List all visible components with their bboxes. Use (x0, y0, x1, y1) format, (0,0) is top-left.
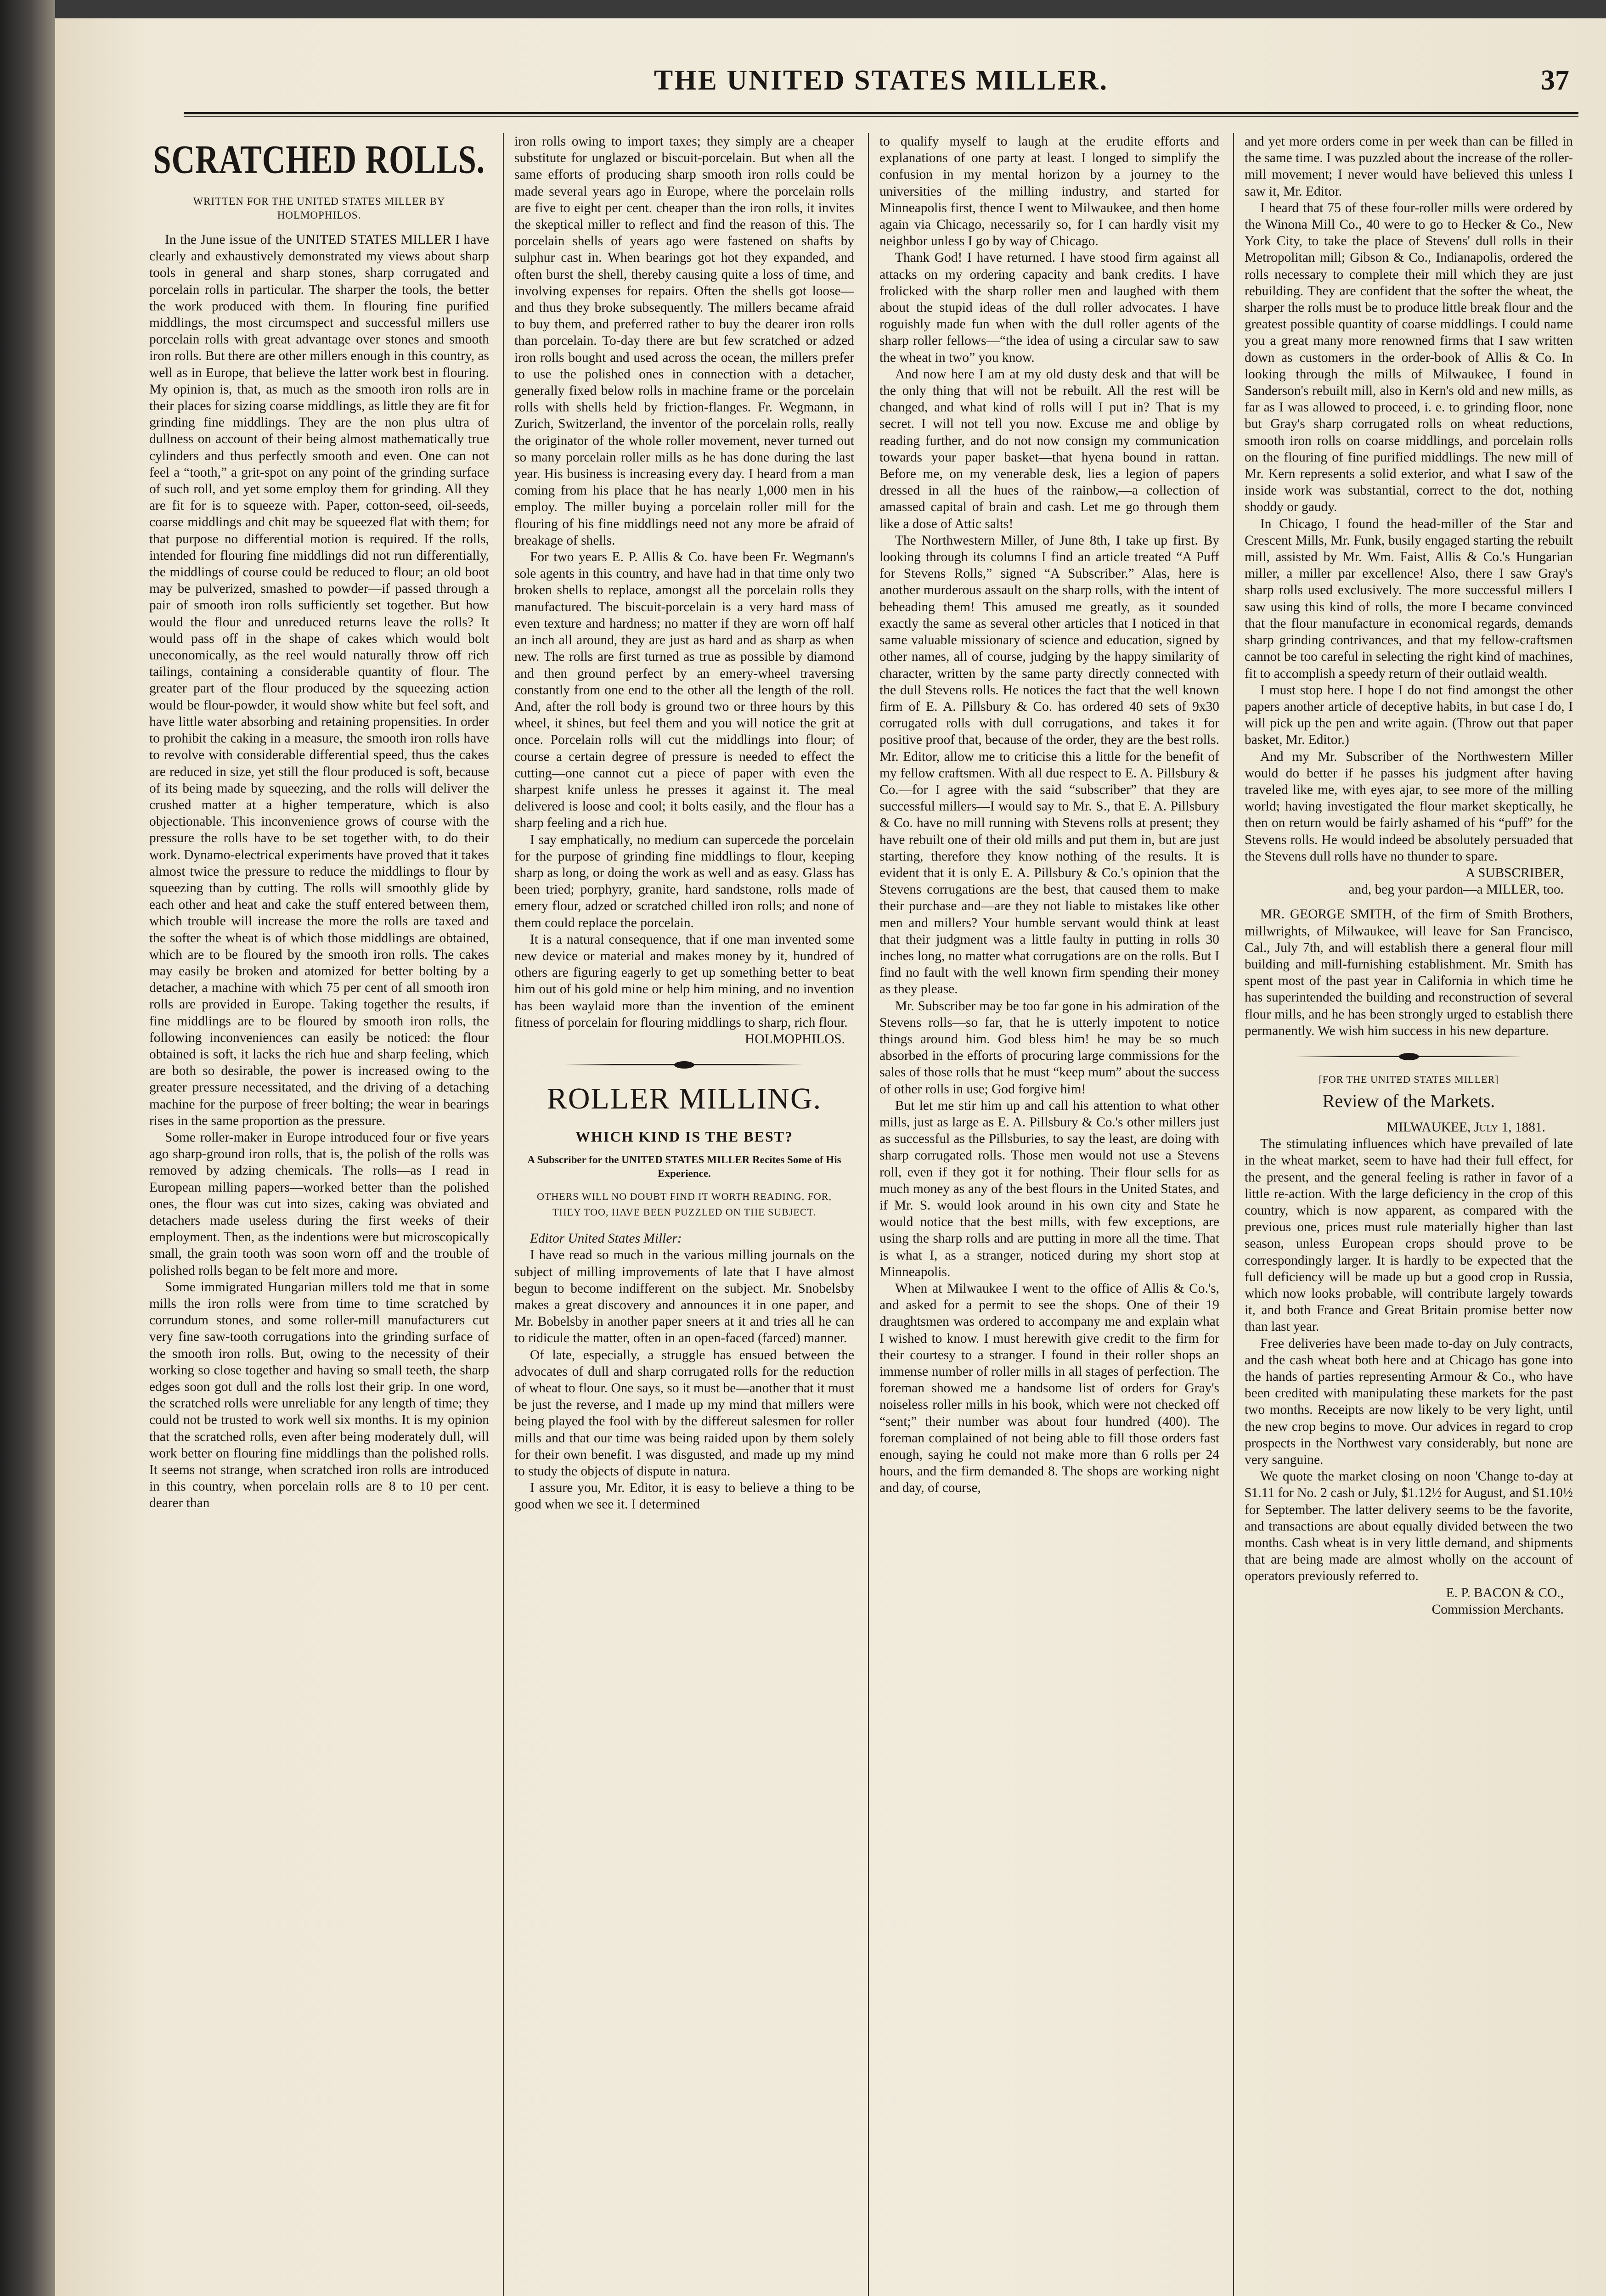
masthead-rule (184, 112, 1578, 117)
paragraph: I must stop here. I hope I do not find amongst the other papers another article of deceptive habits, in but case I do, I will pick up the pen and write again. (Throw out that paper basket, Mr. Editor.) (1245, 682, 1573, 748)
signature-bacon: E. P. BACON & CO., (1446, 1585, 1564, 1600)
newspaper-page (55, 18, 1606, 2296)
paragraph: And now here I am at my old dusty desk and that will be the only thing that will not be rebuilt. All the rest will be changed, and what kind of rolls will I put in? That is my secret. I will not tell you now. Excuse me and oblige by reading further, and do not now consign my communication towards your paper basket—that hyena bound in rattan. Before me, on my venerable desk, lies a legion of papers dressed in all the hues of the rainbow,—a collection of amassed capital of brain and cash. Let me go through them like a dose of Attic salts! (879, 366, 1219, 531)
paragraph: And my Mr. Subscriber of the Northwestern Miller would do better if he passes his judgment after having traveled like me, with eyes ajar, to see more of the milling world; having investigated the flour market skeptically, he then on return would be fairly ashamed of his “puff” for the Stevens rolls. He would indeed be absolutely persuaded that the Stevens dull rolls have no thunder to spare. (1245, 749, 1573, 864)
review-title: Review of the Markets. (1322, 1090, 1495, 1111)
column-3 (879, 133, 1219, 2296)
paragraph: I assure you, Mr. Editor, it is easy to believe a thing to be good when we see it. I determined (514, 1480, 854, 1512)
signature-subscriber: A SUBSCRIBER, (1465, 865, 1564, 880)
paragraph: Mr. Subscriber may be too far gone in his admiration of the Stevens rolls—so far, that he is utterly impotent to notice things around him. God bless him! he may be so much absorbed in the efforts of procuring large commissions for the sales of those rolls that he must “keep mum” about the success of other rolls in use; God forgive him! (879, 998, 1219, 1097)
paragraph: iron rolls owing to import taxes; they simply are a cheaper substitute for unglazed or biscuit-porcelain. But when all the same efforts of producing sharp smooth iron rolls could be made several years ago in Europe, where the porcelain rolls are five to eight per cent. cheaper than the iron rolls, it invites the skeptical miller to reflect and find the reason of this. The porcelain shells of years ago were fastened on shafts by sulphur cast in. When bearings got hot they expanded, and often burst the shell, thereby causing quite a loss of time, and involving expenses for repairs. Often the shells got loose—and thus they broke subsequently. The millers became afraid to buy them, and preferred rather to buy the dearer iron rolls than porcelain. To-day there are but few scratched or adzed iron rolls bought and used across the ocean, the millers prefer to use the polished ones in connection with a detacher, generally fixed below rolls in machine frame or the porcelain rolls with shells held by friction-flanges. Fr. Wegmann, in Zurich, Switzerland, the inventor of the porcelain rolls, really the originator of the whole roller movement, never turned out so many porcelain roller mills as he has done during the last year. His business is increasing every day. I heard from a man coming from his place that he has nearly 1,000 men in his employ. The miller buying a porcelain roller mill for the flouring of his fine middlings need not any more be afraid of breakage of shells. (514, 134, 854, 548)
paragraph: Free deliveries have been made to-day on July contracts, and the cash wheat both here and at Chicago has gone into the hands of parties representing Armour & Co., who have been credited with manipulating these markets for the past two months. Receipts are now likely to be very light, until the new crop begins to move. Our advices in regard to crop prospects in the Northwest vary considerably, but none are very sanguine. (1245, 1336, 1573, 1468)
column-rule (1233, 133, 1234, 2296)
paragraph: But let me stir him up and call his attention to what other mills, just as large as E. A. Pillsbury & Co.'s other millers just as successful as the Pillsburies, to say the least, are doing with sharp corrugated rolls. Those men would not use a Stevens roll, even if they got it for nothing. Their flour sells for as much money as any of the best flours in the United States, and if Mr. S. would look around in his own city and State he would notice that the best mills, with few exceptions, are using the sharp rolls and are putting in more all the time. That is what I, as a stranger, noticed during my short stop at Minneapolis. (879, 1098, 1219, 1279)
article-deck: A Subscriber for the UNITED STATES MILLER Recites Some of His Experience. (527, 1154, 841, 1180)
review-source: [FOR THE UNITED STATES MILLER] (1319, 1073, 1499, 1085)
paragraph: In Chicago, I found the head-miller of the Star and Crescent Mills, Mr. Funk, busily engaged starting the rebuilt mill, assisted by Mr. Wm. Faist, Allis & Co.'s Hungarian miller, a miller par excellence! Also, there I saw Gray's sharp rolls used exclusively. The more successful millers I saw using this kind of rolls, the more I became convinced that the flour manufacture in economical regards, demands sharp grinding contrivances, and that my fellow-craftsmen cannot be too careful in selecting the right kind of machines, fit to accomplish a speedy return of their outlaid wealth. (1245, 516, 1573, 681)
spacer (1245, 898, 1573, 906)
signature-holmophilos: HOLMOPHILOS. (745, 1031, 845, 1047)
signature-miller: and, beg your pardon—a MILLER, too. (1348, 882, 1564, 897)
paragraph: Some immigrated Hungarian millers told me that in some mills the iron rolls were from time to time scratched by corrundum stones, and some roller-mill manufacturers cut very fine saw-tooth corrugations into the grinding surface of the smooth iron rolls. But, owing to the necessity of their working so close together and having so small teeth, the sharp edges soon got dull and the rolls lost their grip. In one word, the scratched rolls were unreliable for any length of time; they could not be trusted to work well six months. It is my opinion that the scratched rolls, even after being moderately dull, will work better on flouring fine middlings than the polished rolls. It seems not strange, when scratched iron rolls are introduced in this country, when porcelain rolls are 8 to 10 per cent. dearer than (149, 1279, 489, 1511)
paragraph: In the June issue of the UNITED STATES MILLER I have clearly and exhaustively demonstrated my views about sharp tools in general and sharp stones, sharp corrugated and porcelain rolls in particular. The sharper the tools, the better the work produced with them. In flouring fine purified middlings, the most circumspect and successful millers use porcelain rolls with great advantage over stones and smooth iron rolls. But there are other millers enough in this country, as well as in Europe, that believe the latter work best in flouring. My opinion is, that, as much as the smooth iron rolls are in their places for sizing coarse middlings, as little they are fit for grinding fine middlings. They are the non plus ultra of dullness on account of their being almost mathematically true cylinders and thus perfectly smooth and even. One can not feel a “tooth,” a grit-spot on any point of the grinding surface of such roll, and yet some employ them for grinding. All they are fit for is to squeeze with. Paper, cotton-seed, oil-seeds, coarse middlings and chit may be squeezed flat with them; for that purpose no differential motion is required. If the rolls, intended for flouring fine middlings did not run differentially, the middlings of course could be reduced to flour; an old boot may be pulverized, smashed to powder—if passed through a pair of smooth iron rolls sufficiently set together. But how would the flour and unreduced returns leave the rolls? It would pass off in the shape of cakes which would bolt uneconomically, as the reel would naturally throw off rich tailings, containing a considerable quantity of flour. The greater part of the flour produced by the squeezing action would be flour-powder, it would show white but feel soft, and have little water absorbing and retaining propensities. In order to prohibit the caking in a measure, the smooth iron rolls have to revolve with considerable differential speed, thus the cakes are reduced in size, yet still the flour produced is soft, because of its being made by squeezing, and the rolls will deliver the crushed matter at a higher temperature, which is also objectionable. This inconvenience grows of course with the pressure the rolls have to be set together with, to do their work. Dynamo-electrical experiments have proved that it takes almost twice the pressure to reduce the middlings to flour by squeezing than by cutting. The rolls will smoothly glide by each other and heat and cake the stuff entered between them, which trouble will increase the more the rolls are taxed and the softer the wheat is of which those middlings are obtained, which are to be floured by the smooth iron rolls. The cakes may easily be broken and atomized for better bolting by a detacher, a machine with which 75 per cent of all smooth iron rolls are provided in Europe. Taking together the results, if fine middlings are to be floured by smooth iron rolls, the following inconveniences can easily be noticed: the flour obtained is soft, it lacks the rich hue and sharp feeling, which are both so desirable, the power is increased owing to the greater pressure necessitated, and the driving of a detaching machine for the purpose of freer bolting; the wear in bearings rises in the same proportion as the pressure. (149, 232, 489, 1128)
article-headline-roller-milling: ROLLER MILLING. (547, 1082, 822, 1116)
salutation: Editor United States Miller: (530, 1231, 682, 1246)
masthead-title: THE UNITED STATES MILLER. (654, 65, 1109, 96)
column-1 (149, 133, 489, 2296)
column-4 (1245, 133, 1573, 2296)
paragraph: Of late, especially, a struggle has ensued between the advocates of dull and sharp corrugated rolls for the reduction of wheat to flour. One says, so it must be—another that it must be just the reverse, and I made up my mind that millers were being played the fool with by the differeut salesmen for roller mills and that our time was being raided upon by them solely for their own benefit. I was disgusted, and made up my mind to study the objects of dispute in natura. (514, 1347, 854, 1479)
column-rule (503, 133, 504, 2296)
paragraph: For two years E. P. Allis & Co. have been Fr. Wegmann's sole agents in this country, and have had in that time only two broken shells to replace, amongst all the porcelain rolls they manufactured. The biscuit-porcelain is a very hard mass of even texture and hardness; no matter if they are worn off half an inch all around, they are just as hard and as sharp as when new. The rolls are first turned as true as possible by diamond and then ground perfect by an emery-wheel traversing constantly from one end to the other all the length of the roll. And, after the roll body is ground two or three hours by this wheel, it shines, but feel them and you will notice the grit at once. Porcelain rolls will cut the middlings into flour; of course a certain degree of pressure is needed to effect the cutting—one cannot cut a piece of paper with even the sharpest knife unless he presses it against it. The meal delivered is loose and cool; it bolts easily, and the flour has a sharp feeling and a rich hue. (514, 550, 854, 831)
paragraph: I say emphatically, no medium can supercede the porcelain for the purpose of grinding fine middlings to flour, keeping sharp as long, or doing the work as well and as easy. Glass has been tried; porphyry, granite, hard sandstone, rolls made of emery flour, adzed or scratched chilled iron rolls; and none of them could replace the porcelain. (514, 832, 854, 930)
columns (149, 133, 1573, 2296)
review-dateline: MILWAUKEE, July 1, 1881. (1386, 1120, 1545, 1135)
paragraph: The stimulating influences which have prevailed of late in the wheat market, seem to have had their full effect, for the present, and the general feeling is rather in favor of a little re-action. With the large deficiency in the crop of this country, which is now apparent, as compared with the previous one, prices must rule materially higher than last season, unless European crops should prove to be correspondingly larger. It is hardly to be expected that the full deficiency will be made up but a good crop in Russia, which now looks probable, will contribute largely towards it, and both France and Great Britain promise better now than last year. (1245, 1137, 1573, 1334)
article-deck-2: OTHERS WILL NO DOUBT FIND IT WORTH READING, FOR, THEY TOO, HAVE BEEN PUZZLED ON THE SUBJECT. (537, 1191, 832, 1218)
signature-merchants: Commission Merchants. (1431, 1602, 1564, 1617)
page-number: 37 (1541, 65, 1569, 96)
masthead (184, 64, 1578, 119)
paragraph: to qualify myself to laugh at the erudite efforts and explanations of one party at least. I longed to simplify the confusion in my mental horizon by a journey to the universities of the milling industry, and started for Minneapolis first, thence I went to Milwaukee, and then home again via Chicago, necessarily so, for I can hardly visit my neighbor unless I go by way of Chicago. (879, 134, 1219, 249)
book-binding-shadow (0, 0, 55, 2296)
column-rule (868, 133, 869, 2296)
paragraph: I heard that 75 of these four-roller mills were ordered by the Winona Mill Co., 40 were to go to Hecker & Co., New York City, to take the place of Stevens' dull rolls in their Metropolitan mill; Gibson & Co., Indianapolis, ordered the rolls necessary to complete their mill which they are just rebuilding. They are confident that the softer the wheat, the sharper the rolls must be to produce little break flour and the greatest possible quantity of coarse middlings. I could name you a great many more renowned firms that I saw written down as customers in the order-book of Allis & Co. In looking through the mills of Milwaukee, I found in Sanderson's rebuilt mill, also in Kern's old and new mills, as far as I was allowed to proceed, i. e. to grinding floor, none but Gray's sharp corrugated rolls on wheat reductions, smooth iron rolls on coarse middlings, and porcelain rolls on the flouring of fine purified middlings. The new mill of Mr. Kern represents a solid exterior, and what I saw of the inside work was substantial, correct to the dot, nothing shoddy or gaudy. (1245, 200, 1573, 515)
paragraph: We quote the market closing on noon 'Change to-day at $1.11 for No. 2 cash or July, $1.12½ for August, and $1.10½ for September. The latter delivery seems to be the favorite, and transactions are about equally divided between the two months. Cash wheat is in very little demand, and shipments that are being made are almost wholly on the account of operators previously referred to. (1245, 1469, 1573, 1584)
paragraph: It is a natural consequence, that if one man invented some new device or material and makes money by it, hundred of others are figuring eagerly to get up something better to beat him out of his gold mine or help him mining, and no invention has been waylaid more than the invention of the eminent fitness of porcelain for flouring middlings to sharp, rich flour. (514, 932, 854, 1030)
paragraph: Thank God! I have returned. I have stood firm against all attacks on my ordering capacity and bank credits. I have frolicked with the sharp roller men and laughed with them about the stupid ideas of the dull roller advocates. I have roguishly made fun when with the dull roller agents of the sharp roller fellows—“the idea of using a circular saw to saw the wheat in two” you know. (879, 250, 1219, 365)
article-headline-scratched-rolls: SCRATCHED ROLLS. (153, 138, 485, 182)
paragraph: Some roller-maker in Europe introduced four or five years ago sharp-ground iron rolls, that is, the polish of the rolls was removed by adzing chemicals. The rolls—as I read in European milling papers—worked better than the polished ones, the flour was cut into sizes, caking was obviated and detachers made useless during the first weeks of their employment. Then, as the indentions were but microscopically small, the grain tooth was soon worn off and the trouble of polished rolls began to be felt more and more. (149, 1130, 489, 1278)
article-byline: WRITTEN FOR THE UNITED STATES MILLER BY HOLMOPHILOS. (193, 196, 445, 221)
article-subhead: WHICH KIND IS THE BEST? (575, 1128, 793, 1145)
paragraph: I have read so much in the various milling journals on the subject of milling improvements of late that I have almost begun to become indifferent on the subject. Mr. Snobelsby makes a great discovery and announces it in one paper, and Mr. Bobelsby in another paper sneers at it and tries all he can to ridicule the matter, often in an open-faced (farced) manner. (514, 1248, 854, 1346)
news-note-george-smith: MR. GEORGE SMITH, of the firm of Smith Brothers, millwrights, of Milwaukee, will leave for San Francisco, Cal., July 7th, and will establish there a general flour mill building and mill-furnishing establishment. Mr. Smith has spent most of the past year in California in which time he has superintended the building and reconstruction of several flour mills, and he has been strongly urged to establish there permanently. We wish him success in his new departure. (1245, 907, 1573, 1038)
paragraph: The Northwestern Miller, of June 8th, I take up first. By looking through its columns I find an article treated “A Puff for Stevens Rolls,” signed “A Subscriber.” Alas, here is another murderous assault on the sharp rolls, with the intent of beheading them! This amused me greatly, as it sounded exactly the same as several other articles that I noticed in that same valuable missionary of science and education, signed by other names, all of course, judging by the happy similarity of character, written by the same party directly connected with the dull Stevens rolls. He notices the fact that the well known firm of E. A. Pillsbury & Co. has ordered 40 sets of 9x30 corrugated rolls with dull corrugations, and takes it for positive proof that, because of the order, they are the best rolls. Mr. Editor, allow me to criticise this a little for the benefit of my fellow craftsmen. With all due respect to E. A. Pillsbury & Co.—for I agree with the said “subscriber” that they are successful millers—I would say to Mr. S., that E. A. Pillsbury & Co. have no mill running with Stevens rolls at present; they have rebuilt one of their old mills and put them in, but are just starting, therefore they know nothing of the results. It is evident that it is only E. A. Pillsbury & Co.'s opinion that the Stevens corrugations are the best, that caused them to make their purchase and—are they not liable to mistakes like other men and millers? Your humble servant would think at least that their judgment was a little faulty in putting in rolls 30 inches long, no matter what corrugations are on the rolls. But I find no fault with the well known firm spending their money as they please. (879, 533, 1219, 997)
column-2 (514, 133, 854, 2296)
paragraph: and yet more orders come in per week than can be filled in the same time. I was puzzled about the increase of the roller-mill movement; I never would have believed this unless I saw it, Mr. Editor. (1245, 134, 1573, 199)
paragraph: When at Milwaukee I went to the office of Allis & Co.'s, and asked for a permit to see the shops. One of their 19 draughtsmen was ordered to accompany me and explain what I wished to know. I must herewith give credit to the firm for their courtesy to a stranger. I found in their roller shops an immense number of roller mills in all stages of perfection. The foreman showed me a handsome list of orders for Gray's noiseless roller mills in his book, which were not checked off “sent;” their number was about four hundred (400). The foreman complained of not being able to fill those orders fast enough, saying he could not make more than 6 rolls per 24 hours, and the firm demanded 8. The shops are working night and day, of course, (879, 1281, 1219, 1496)
decorative-rule (1295, 1051, 1522, 1061)
decorative-rule (565, 1059, 804, 1069)
